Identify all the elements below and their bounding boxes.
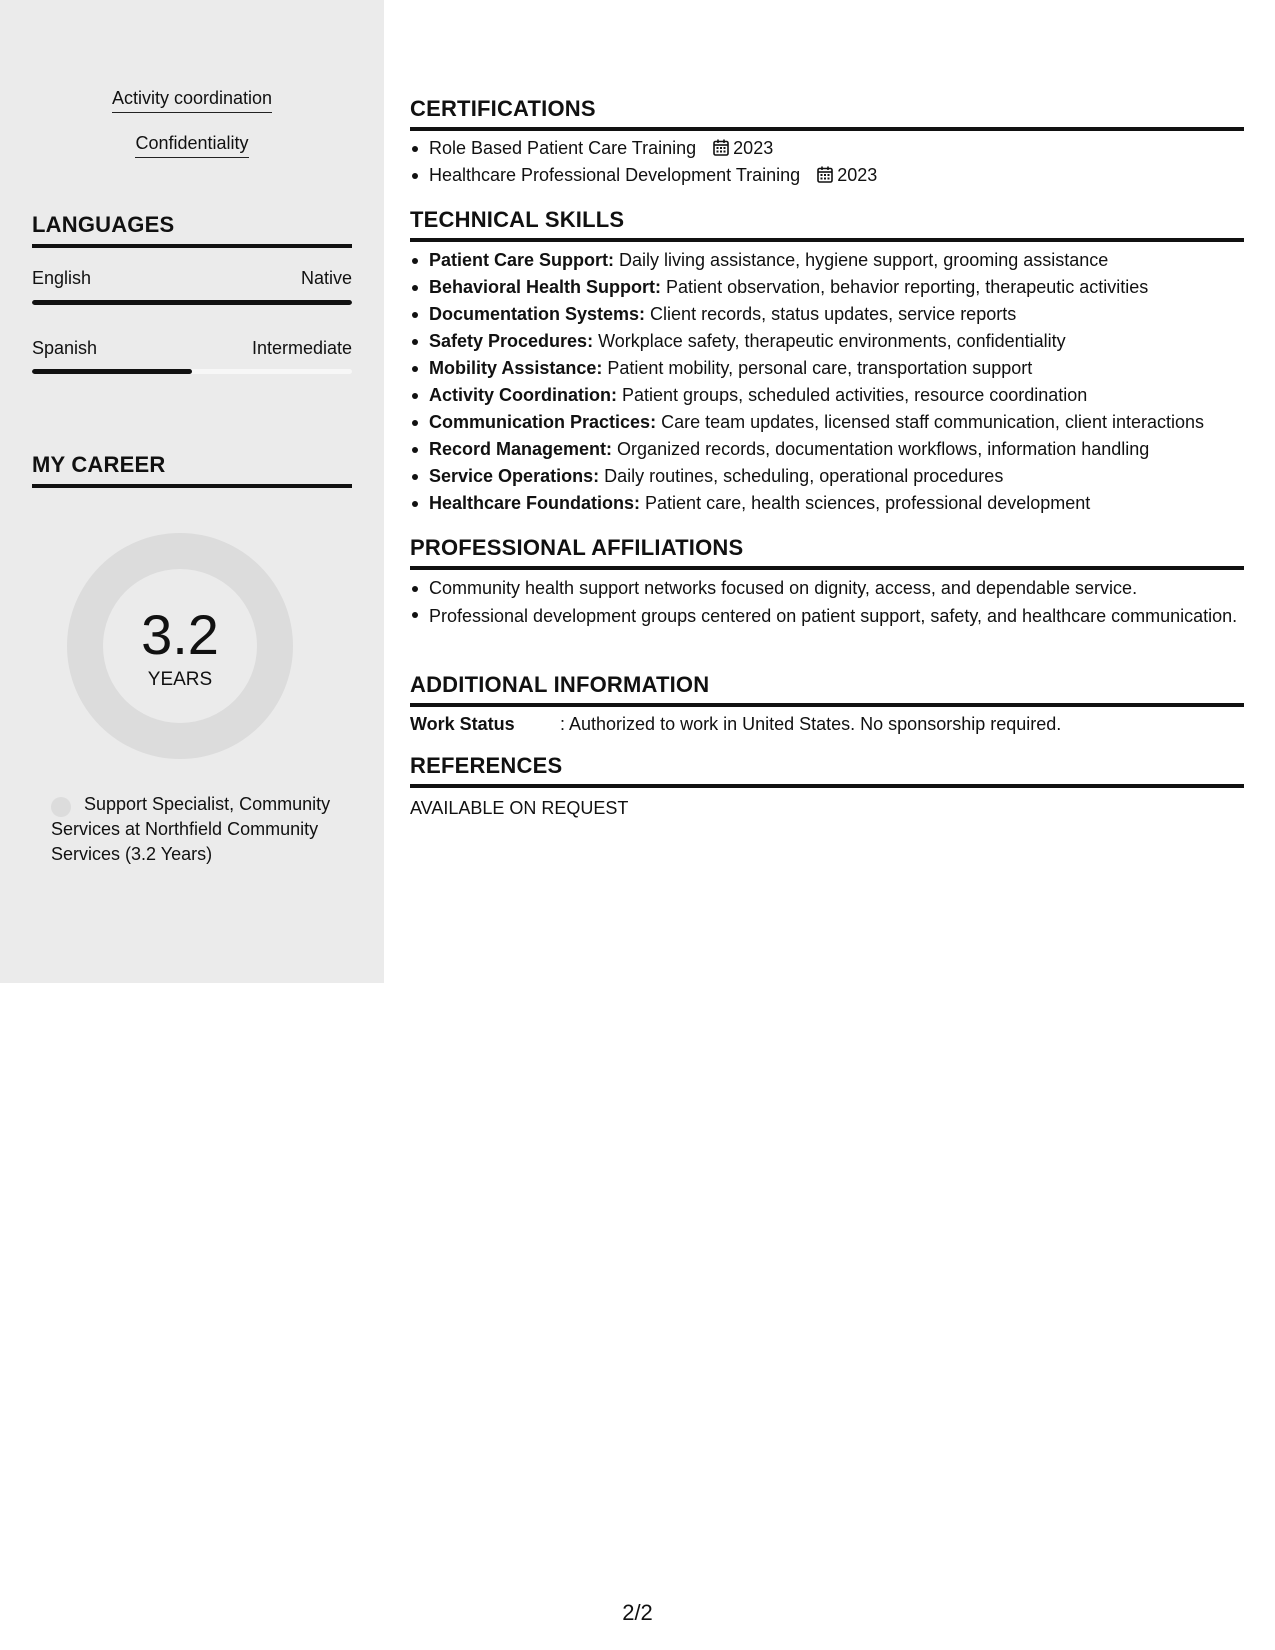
skill-label: Activity Coordination:	[429, 385, 617, 405]
skill-label: Record Management:	[429, 439, 613, 459]
language-proficiency-bar	[32, 300, 352, 305]
language-proficiency-bar	[32, 369, 352, 374]
list-item	[410, 162, 1250, 189]
skill-detail: Client records, status updates, service reports	[645, 304, 1017, 324]
list-item	[410, 328, 1250, 355]
skill-detail: Daily routines, scheduling, operational procedures	[599, 466, 1004, 486]
career-entry: Support Specialist, Community Services at Northfield Community Services (3.2 Years)	[51, 794, 331, 864]
work-status-label: Work Status	[410, 714, 515, 734]
career-years-unit: YEARS	[147, 669, 213, 690]
list-item	[410, 463, 1250, 490]
language-proficiency-fill	[32, 300, 352, 305]
certifications-list	[410, 135, 1250, 189]
skill-label: Healthcare Foundations:	[429, 493, 641, 513]
calendar-icon	[713, 139, 729, 156]
skill-label: Communication Practices:	[429, 412, 657, 432]
list-item: Community health support networks focused on dignity, access, and dependable service.	[410, 575, 1250, 602]
skill-label: Documentation Systems:	[429, 304, 646, 324]
skill-tag	[0, 88, 384, 113]
language-name: English	[32, 268, 92, 288]
career-heading: MY CAREER	[32, 452, 352, 488]
certifications-heading: CERTIFICATIONS	[410, 96, 1244, 131]
list-item	[410, 436, 1250, 463]
skill-label: Safety Procedures:	[429, 331, 594, 351]
list-item: Professional development groups centered on patient support, safety, and healthcare communication.	[410, 602, 1250, 630]
affiliations-heading: PROFESSIONAL AFFILIATIONS	[410, 535, 1244, 570]
skill-detail: Patient care, health sciences, professional development	[640, 493, 1091, 513]
skill-label: Mobility Assistance:	[429, 358, 603, 378]
technical-skills-heading: TECHNICAL SKILLS	[410, 207, 1244, 242]
technical-skills-list	[410, 247, 1250, 517]
list-item	[410, 135, 1250, 162]
skill-detail: Patient mobility, personal care, transportation support	[602, 358, 1033, 378]
references-text: AVAILABLE ON REQUEST	[410, 798, 629, 818]
skill-tag-label: Confidentiality	[135, 133, 248, 158]
skill-detail: Workplace safety, therapeutic environments, confidentiality	[593, 331, 1066, 351]
certification-name: Healthcare Professional Development Training	[429, 165, 801, 185]
language-level: Intermediate	[251, 338, 352, 358]
work-status-row	[410, 714, 1250, 735]
list-item	[410, 301, 1250, 328]
language-row	[32, 338, 352, 359]
skill-detail: Patient groups, scheduled activities, resource coordination	[617, 385, 1088, 405]
affiliations-list	[410, 575, 1250, 630]
skill-label: Patient Care Support:	[429, 250, 615, 270]
list-item	[410, 247, 1250, 274]
career-years-value: 3.2	[141, 603, 219, 666]
additional-info-heading: ADDITIONAL INFORMATION	[410, 672, 1244, 707]
certification-year: 2023	[733, 138, 774, 158]
skill-label: Service Operations:	[429, 466, 600, 486]
certification-year: 2023	[837, 165, 878, 185]
language-proficiency-fill	[32, 369, 192, 374]
skill-tag-label: Activity coordination	[112, 88, 272, 113]
language-row	[32, 268, 352, 289]
work-status-value: : Authorized to work in United States. No sponsorship required.	[560, 714, 1062, 734]
skill-tag	[0, 133, 384, 158]
list-item	[410, 409, 1250, 436]
list-item	[410, 355, 1250, 382]
list-item	[410, 382, 1250, 409]
skill-detail: Patient observation, behavior reporting, therapeutic activities	[661, 277, 1149, 297]
list-item	[410, 274, 1250, 301]
career-years-donut	[67, 533, 293, 759]
language-name: Spanish	[32, 338, 98, 358]
language-level: Native	[300, 268, 352, 288]
skill-detail: Organized records, documentation workflows, information handling	[612, 439, 1150, 459]
page-number: 2/2	[622, 1600, 653, 1625]
sidebar	[0, 0, 384, 983]
list-item	[410, 490, 1250, 517]
certification-name: Role Based Patient Care Training	[429, 138, 697, 158]
career-years-center	[103, 569, 257, 723]
references-heading: REFERENCES	[410, 753, 1244, 788]
languages-heading: LANGUAGES	[32, 212, 352, 248]
skill-detail: Care team updates, licensed staff communication, client interactions	[656, 412, 1205, 432]
calendar-icon	[817, 166, 833, 183]
skill-label: Behavioral Health Support:	[429, 277, 662, 297]
skill-detail: Daily living assistance, hygiene support, grooming assistance	[614, 250, 1109, 270]
